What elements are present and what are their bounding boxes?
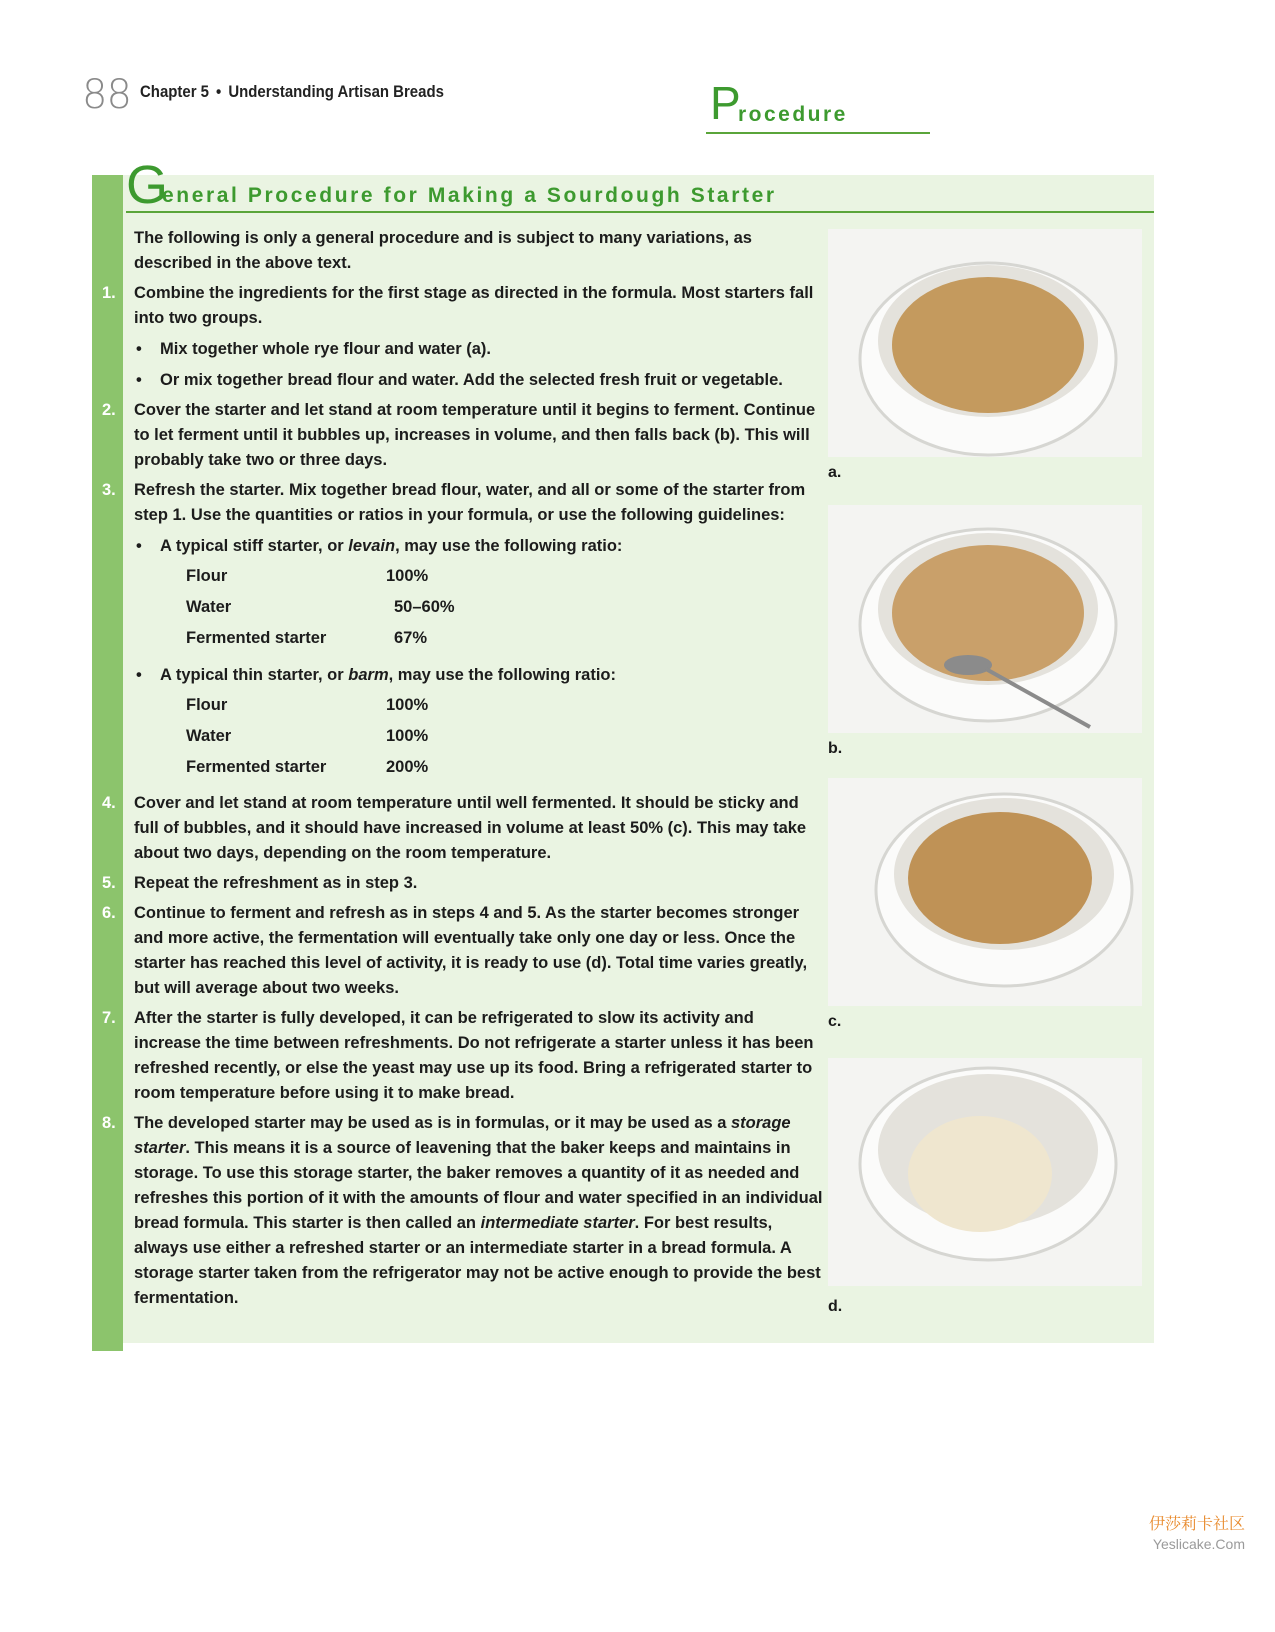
- starter-c: [908, 812, 1092, 944]
- photo-c-bubbly-starter: [828, 778, 1142, 1006]
- section-label-rest: rocedure: [738, 103, 848, 126]
- step-8: [102, 1111, 824, 1311]
- step-4: [102, 791, 824, 866]
- caption-d: d.: [828, 1298, 843, 1315]
- step-3: [102, 478, 824, 786]
- step-6: [102, 901, 824, 1001]
- section-label: [706, 76, 930, 134]
- step-text: Continue to ferment and refresh as in steps 4 and 5. As the starter becomes stronger and more active, the fermentation will eventually take only one day or less. Once the starter has reached this level of activity, it is ready to use (d). Total time varies greatly, but will average about two weeks.: [134, 904, 808, 997]
- ratio-table-stiff: [186, 564, 824, 657]
- procedure-sidebar: [92, 175, 123, 1351]
- caption-b: b.: [828, 740, 843, 757]
- photo-b-fermented-starter: [828, 505, 1142, 733]
- bullet-text: Or mix together bread flour and water. Add the selected fresh fruit or vegetable.: [160, 371, 783, 389]
- step-number: 5.: [102, 874, 116, 892]
- procedure-title: [126, 157, 1154, 213]
- procedure-title-initial: G: [126, 155, 169, 215]
- step-text: Repeat the refreshment as in step 3.: [134, 874, 418, 892]
- procedure-content: [102, 226, 824, 1316]
- step-number: 3.: [102, 481, 116, 499]
- term-levain: levain: [348, 537, 396, 555]
- ratio-row: Water 50–60%: [186, 598, 455, 616]
- step-number: 6.: [102, 904, 116, 922]
- intro-paragraph: The following is only a general procedure and is subject to many variations, as described in the above text.: [134, 229, 752, 272]
- term-barm: barm: [348, 666, 389, 684]
- photo-d-ready-starter: [828, 1058, 1142, 1286]
- step-1: [102, 281, 824, 393]
- step-text: After the starter is fully developed, it can be refrigerated to slow its activity and increase the time between refreshments. Do not refrigerate a starter unless it has been refreshed recently, or else the yeast may use up its food. Bring a refrigerated starter to room temperature before using it to make bread.: [134, 1009, 814, 1102]
- watermark-cn: 伊莎莉卡社区: [1148, 1514, 1245, 1533]
- page-number: 88: [82, 72, 131, 118]
- step-number: 8.: [102, 1114, 116, 1132]
- step-number: 4.: [102, 794, 116, 812]
- running-head: [140, 82, 444, 102]
- term-storage-starter: storage starter: [134, 1114, 791, 1157]
- ratio-row: Flour 100%: [186, 567, 429, 585]
- separator: •: [216, 82, 222, 101]
- bullet-item: • A typical thin starter, or barm, may use the following ratio:: [136, 666, 616, 684]
- bullet-item: • A typical stiff starter, or levain, may use the following ratio:: [136, 537, 623, 555]
- bullet-item: • Or mix together bread flour and water. Add the selected fresh fruit or vegetable.: [136, 371, 783, 389]
- watermark: [1149, 1511, 1245, 1552]
- starter-d: [908, 1116, 1052, 1232]
- step-2: [102, 398, 824, 473]
- chapter-title: Understanding Artisan Breads: [228, 82, 444, 101]
- step-text: The developed starter may be used as is in formulas, or it may be used as a storage starter. This means it is a source of leavening that the baker keeps and maintains in storage. To use this storage starter, the baker removes a quantity of it as needed and refreshes this portion of it with the amounts of flour and water specified in an individual bread formula. This starter is then called an intermediate starter. For best results, always use either a refreshed starter or an intermediate starter in a bread formula. A storage starter taken from the refrigerator may not be active enough to provide the best fermentation.: [134, 1114, 823, 1307]
- step-5: [102, 871, 824, 896]
- ratio-table-thin: [186, 693, 824, 786]
- starter-a: [892, 277, 1084, 413]
- ratio-row: Water 100%: [186, 727, 429, 745]
- step-text: Cover and let stand at room temperature until well fermented. It should be sticky and full of bubbles, and it should have increased in volume at least 50% (c). This may take about two days, depending on the room temperature.: [134, 794, 807, 862]
- step-number: 7.: [102, 1009, 116, 1027]
- procedure-title-rest: eneral Procedure for Making a Sourdough Starter: [162, 184, 777, 207]
- step-number: 1.: [102, 284, 116, 302]
- caption-a: a.: [828, 464, 842, 481]
- bullet-text: Mix together whole rye flour and water (a).: [160, 340, 491, 358]
- section-initial: P: [710, 77, 741, 129]
- step-7: [102, 1006, 824, 1106]
- bullet-item: • Mix together whole rye flour and water (a).: [136, 340, 491, 358]
- term-intermediate-starter: intermediate starter: [480, 1214, 635, 1232]
- ratio-row: Fermented starter 200%: [186, 758, 429, 776]
- step-text: Refresh the starter. Mix together bread flour, water, and all or some of the starter from step 1. Use the quantities or ratios in your formula, or use the following guidelines:: [134, 481, 806, 524]
- caption-c: c.: [828, 1013, 842, 1030]
- chapter-number: Chapter 5: [140, 82, 210, 101]
- ratio-row: Flour 100%: [186, 696, 429, 714]
- photo-a-rye-starter: [828, 229, 1142, 457]
- ratio-row: Fermented starter 67%: [186, 629, 428, 647]
- step-text: Combine the ingredients for the first stage as directed in the formula. Most starters fall into two groups.: [134, 284, 814, 327]
- step-text: Cover the starter and let stand at room temperature until it begins to ferment. Continue to let ferment until it bubbles up, increases in volume, and then falls back (b). This will probably take two or three days.: [134, 401, 816, 469]
- step-number: 2.: [102, 401, 116, 419]
- watermark-en: Yeslicake.Com: [1152, 1536, 1245, 1552]
